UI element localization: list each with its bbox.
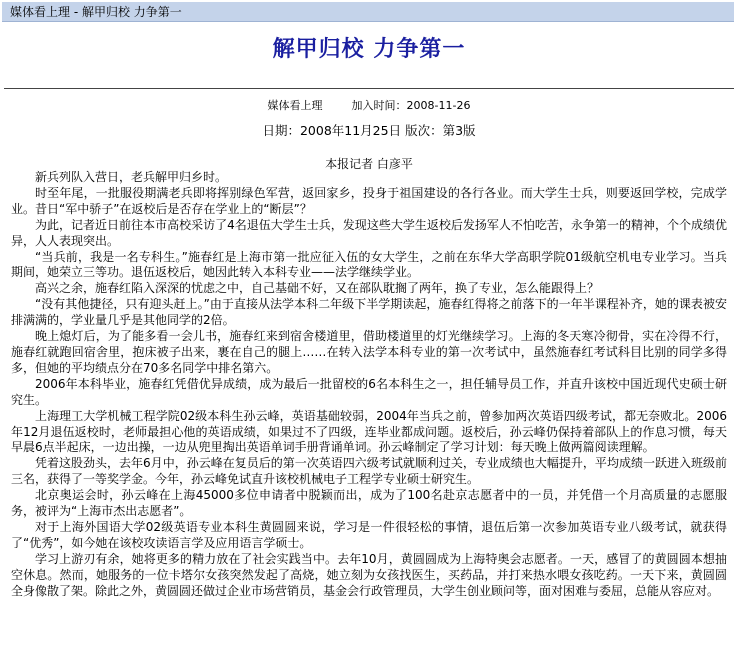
source-label: 媒体看上理 [267, 99, 323, 112]
article-paragraph: 学习上游刃有余，她将更多的精力放在了社会实践当中。去年10月，黄圆圆成为上海特奥会志愿者。一天，感冒了的黄圆圆本想抽空休息。然而，她服务的一位卡塔尔女孩突然发起了高烧，她立刻为女孩找医生，买药品，并打来热水喂女孩吃药。一天下来，黄圆圆全身像散了架。除此之外，黄圆圆还做过企业市场营销员，基金会行政管理员，大学生创业顾问等，面对困难与委屈，总能从容应对。 [11, 551, 727, 598]
page-title: 解甲归校 力争第一 [272, 36, 466, 62]
added-time-value: 2008-11-26 [406, 99, 471, 112]
article-paragraph: 2006年本科毕业，施春红凭借优异成绩，成为最后一批留校的6名本科生之一，担任辅导员工作，并直升该校中国近现代史硕士研究生。 [11, 376, 727, 407]
added-time-label: 加入时间： [351, 99, 407, 112]
article-paragraph: 高兴之余，施春红陷入深深的忧虑之中，自己基础不好，又在部队耽搁了两年，换了专业，怎么能跟得上？ [35, 281, 600, 296]
title-divider [4, 88, 734, 89]
article-paragraph: 北京奥运会时，孙云峰在上海45000多位申请者中脱颖而出，成为了100名赴京志愿者中的一员，并凭借一个月高质量的志愿服务，被评为“上海市杰出志愿者”。 [11, 488, 727, 519]
article-paragraph: “没有其他捷径，只有迎头赶上。”由于直接从法学本科二年级下半学期读起，施春红得将之前落下的一年半课程补齐，她的课表被安排满满的，学业量几乎是其他同学的2倍。 [11, 297, 727, 328]
article-meta [0, 97, 738, 113]
article-paragraph: 时至年尾，一批服役期满老兵即将挥别绿色军营，返回家乡，投身于祖国建设的各行各业。而大学生士兵，则要返回学校，完成学业。昔日“军中骄子”在返校后是否存在学业上的“断层”？ [11, 185, 727, 216]
breadcrumb: 媒体看上理 - 解甲归校 力争第一 [2, 2, 734, 22]
byline: 本报记者 白彦平 [325, 157, 413, 171]
article-body [11, 170, 727, 599]
article-paragraph: 凭着这股劲头，去年6月中，孙云峰在复员后的第一次英语四六级考试就顺利过关，专业成绩也大幅提升，平均成绩一跃进入班级前三名，获得了一等奖学金。今年，孙云峰免试直升该校机械电子工程学专业硕士研究生。 [11, 456, 727, 487]
article-paragraph: 对于上海外国语大学02级英语专业本科生黄圆圆来说，学习是一件很轻松的事情，退伍后第一次参加英语专业八级考试，就获得了“优秀”，如今她在该校攻读语言学及应用语言学硕士。 [11, 519, 727, 550]
publication-date: 日期：2008年11月25日 版次：第3版 [262, 123, 476, 138]
article-paragraph: “当兵前，我是一名专科生。”施春红是上海市第一批应征入伍的女大学生，之前在东华大学高职学院01级航空机电专业学习。当兵期间，她荣立三等功。退伍返校后，她因此转入本科专业——法学继续学业。 [11, 249, 727, 280]
article-paragraph: 新兵列队入营日，老兵解甲归乡时。 [35, 170, 228, 184]
article-paragraph: 为此，记者近日前往本市高校采访了4名退伍大学生士兵，发现这些大学生返校后发扬军人不怕吃苦，永争第一的精神，个个成绩优异，人人表现突出。 [11, 217, 727, 248]
article-paragraph: 晚上熄灯后，为了能多看一会儿书，施春红来到宿舍楼道里，借助楼道里的灯光继续学习。上海的冬天寒冷彻骨，实在冷得不行，施春红就跑回宿舍里，抱床被子出来，裹在自己的腿上……在转入法学本科专业的第一次考试中，虽然施春红考试科目比别的同学多得多，但她的平均绩点分在70多名同学中排名第六。 [11, 329, 727, 375]
article-paragraph: 上海理工大学机械工程学院02级本科生孙云峰，英语基础较弱，2004年当兵之前，曾参加两次英语四级考试，都无奈败北。2006年12月退伍返校时，老师最担心他的英语成绩，如果过不了四级，连毕业都成问题。返校后，孙云峰仍保持着部队上的作息习惯，每天早晨6点半起床，一边出操，一边从兜里掏出英语单词手册背诵单词。孙云峰制定了学习计划：每天晚上做两篇阅读理解。 [11, 408, 727, 455]
